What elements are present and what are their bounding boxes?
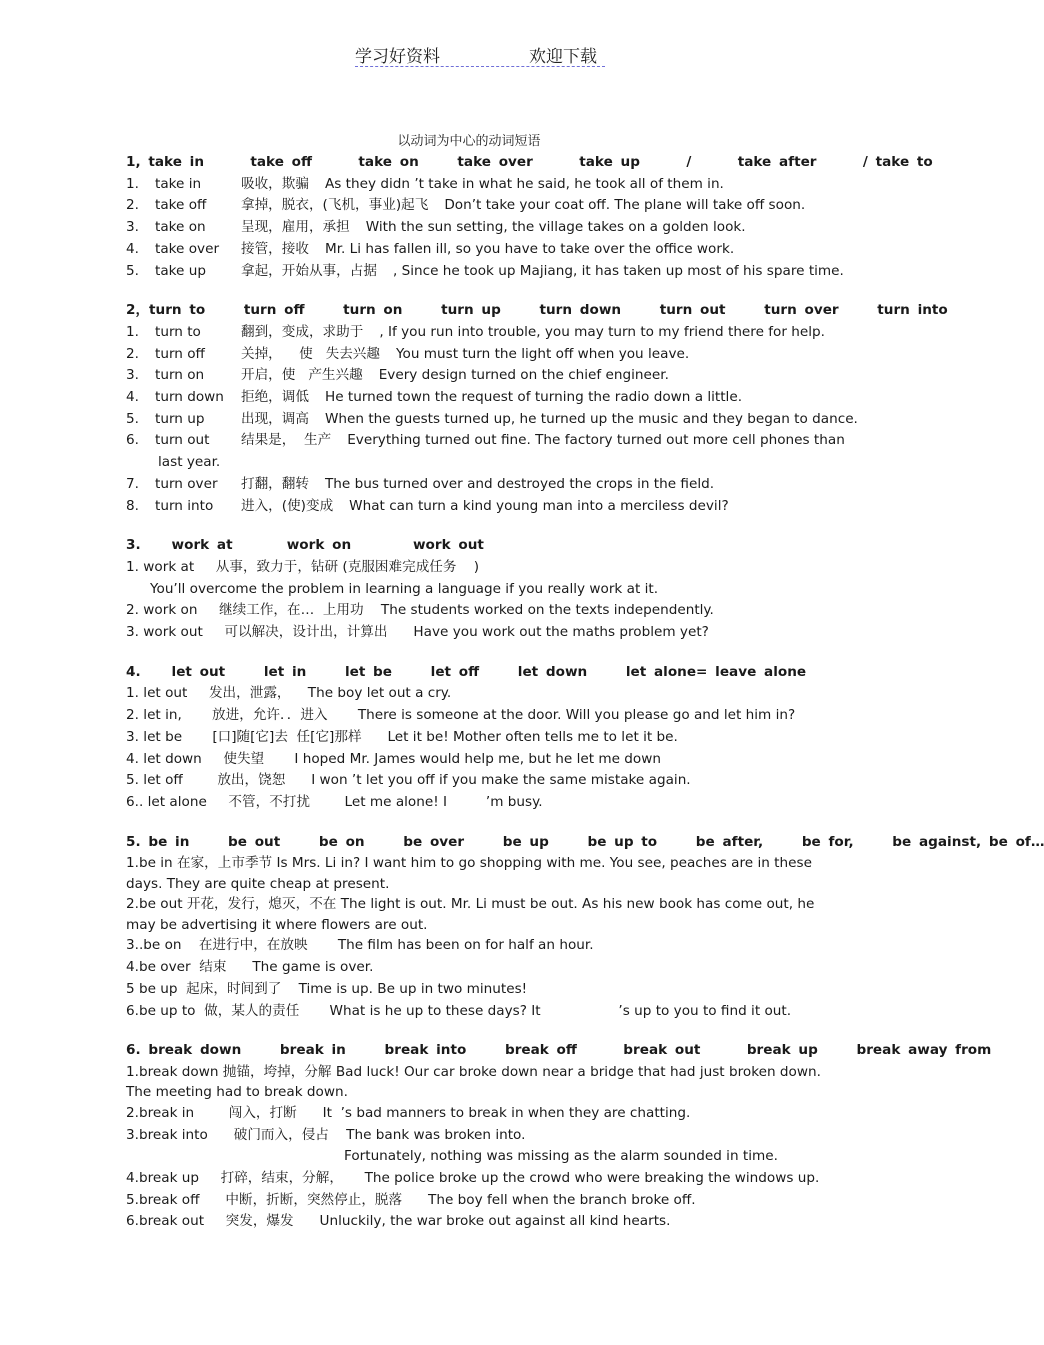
list-item: 3..be on 在进行中，在放映 The film has been on for half an hour.	[126, 937, 594, 954]
list-item: 1. let out 发出，泄露， The boy let out a cry.	[126, 685, 452, 702]
list-item: 5. take up 拿起，开始从事，占据 , Since he took up Majiang, it has taken up most of his spare time.	[126, 262, 844, 279]
section-be	[126, 832, 1044, 1023]
section-heading: 4. let out let in let be let off let down let alone= leave alone	[126, 663, 807, 680]
section-heading: 2，turn to turn off turn on turn up turn down turn out turn over turn into	[126, 302, 948, 319]
document-title: 以动词为中心的动词短语	[397, 134, 541, 149]
list-item: 2. work on 继续工作，在… 上用功 The students worked on the texts independently.	[126, 602, 714, 619]
list-item: 6. turn out 结果是， 生产 Everything turned out fine. The factory turned out more cell phones than	[126, 432, 845, 449]
section-let	[126, 662, 846, 814]
list-item: 5.break off 中断，折断，突然停止，脱落 The boy fell when the branch broke off.	[126, 1191, 696, 1208]
list-item: 6.break out 突发，爆发 Unluckily, the war broke out against all kind hearts.	[126, 1213, 671, 1230]
list-item: 2.break in 闯入，打断 It ’s bad manners to break in when they are chatting.	[126, 1104, 691, 1121]
section-break	[126, 1040, 992, 1233]
document-body	[126, 152, 1044, 1251]
list-item: 7. turn over 打翻，翻转 The bus turned over and destroyed the crops in the field.	[126, 475, 715, 492]
list-item: 4. take over 接管，接收 Mr. Li has fallen ill, so you have to take over the office work.	[126, 240, 735, 257]
section-heading: 1, take in take off take on take over take up / take after / take to	[126, 154, 933, 170]
list-item: 4. turn down 拒绝，调低 He turned town the request of turning the radio down a little.	[126, 389, 743, 406]
section-heading: 3. work at work on work out	[126, 537, 484, 554]
section-heading: 5. be in be out be on be over be up be up to be after, be for, be against, be of…	[126, 833, 1044, 850]
list-item: 6.be up to 做，某人的责任 What is he up to these days? It ’s up to you to find it out.	[126, 1002, 792, 1019]
list-item-continuation: Fortunately, nothing was missing as the alarm sounded in time.	[344, 1148, 778, 1165]
list-item: 2.be out 开花，发行，熄灭，不在 The light is out. Mr. Li must be out. As his new book has come out, he may be advertising it where flowers are out.	[126, 896, 815, 933]
list-item: 5. let off 放出，饶恕 I won ’t let you off if you make the same mistake again.	[126, 772, 691, 789]
list-item: 1. take in 吸收，欺骗 As they didn ’t take in what he said, he took all of them in.	[126, 175, 724, 192]
list-item: 1. work at 从事，致力于，钻研 (克服困难完成任务 )	[126, 558, 480, 575]
list-item: 3. turn on 开启，使 产生兴趣 Every design turned on the chief engineer.	[126, 367, 669, 384]
list-item: 3. take on 呈现，雇用，承担 With the sun setting, the village takes on a golden look.	[126, 219, 746, 236]
list-item: 4.be over 结束 The game is over.	[126, 959, 374, 976]
list-item: 5 be up 起床，时间到了 Time is up. Be up in two minutes!	[126, 980, 528, 997]
list-item: 3. let be [口]随[它]去 任[它]那样 Let it be! Mother often tells me to let it be.	[126, 728, 678, 745]
list-item: 3.break into 破门而入，侵占 The bank was broken into.	[126, 1126, 526, 1143]
list-item: 2. let in, 放进，允许．．进入 There is someone at the door. Will you please go and let him in?	[126, 707, 796, 724]
list-item: 3. work out 可以解决，设计出，计算出 Have you work out the maths problem yet?	[126, 624, 709, 641]
section-take	[126, 152, 933, 282]
section-heading: 6. break down break in break into break off break out break up break away from	[126, 1042, 992, 1059]
list-item: 1.break down 抛锚，垮掉，分解 Bad luck! Our car broke down near a bridge that had just broken down. The meeting had to break down.	[126, 1063, 821, 1101]
header-left-text: 学习好资料	[355, 47, 440, 67]
list-item: 1. turn to 翻到，变成，求助于 , If you run into trouble, you may turn to my friend there for help.	[126, 323, 825, 340]
list-item: 8. turn into 进入，(使)变成 What can turn a kind young man into a merciless devil?	[126, 497, 729, 514]
list-item: 2. take off 拿掉，脱衣，(飞机，事业)起飞 Don’t take your coat off. The plane will take off soon.	[126, 197, 806, 214]
list-item: 6.. let alone 不管，不打扰 Let me alone! I ’m busy.	[126, 793, 543, 810]
header-right-text: 欢迎下载	[529, 47, 597, 67]
section-work	[126, 535, 846, 644]
section-turn	[126, 300, 948, 517]
list-item: 5. turn up 出现，调高 When the guests turned up, he turned up the music and they began to dance.	[126, 410, 858, 427]
list-item: 4.break up 打碎，结束，分解， The police broke up the crowd who were breaking the windows up.	[126, 1170, 820, 1187]
list-item-continuation: You’ll overcome the problem in learning a language if you really work at it.	[150, 580, 659, 597]
list-item: 2. turn off 关掉， 使 失去兴趣 You must turn the light off when you leave.	[126, 345, 690, 362]
page-header	[355, 40, 605, 67]
list-item-continuation: last year.	[158, 454, 221, 471]
list-item: 1.be in 在家，上市季节 Is Mrs. Li in? I want him to go shopping with me. You see, peaches are in these days. They are quite cheap at present.	[126, 855, 812, 892]
list-item: 4. let down 使失望 I hoped Mr. James would help me, but he let me down	[126, 750, 661, 767]
